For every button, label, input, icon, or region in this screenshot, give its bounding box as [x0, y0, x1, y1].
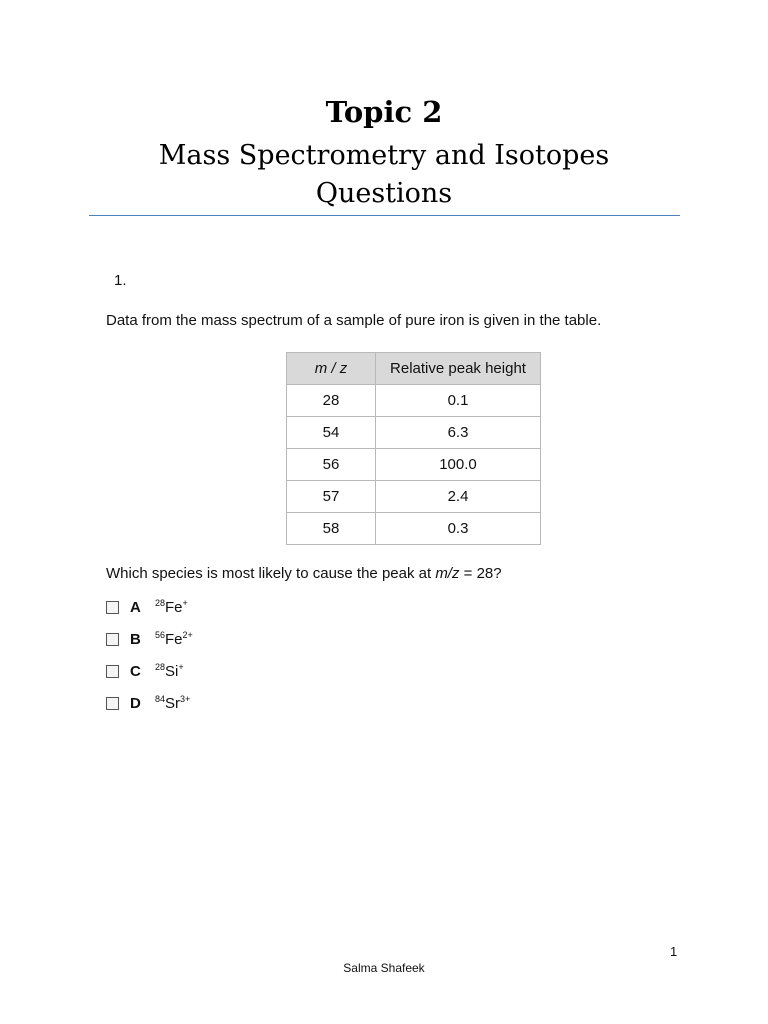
element-symbol: Sr [165, 695, 181, 712]
question-number: 1. [114, 272, 127, 289]
ion-charge: 3+ [180, 694, 191, 704]
prompt-text-after: = 28? [459, 565, 502, 582]
ion-charge: + [178, 662, 184, 672]
footer-author: Salma Shafeek [343, 961, 425, 975]
ion-charge: 2+ [182, 630, 193, 640]
option-d-checkbox[interactable] [106, 697, 119, 710]
table-cell-mz: 56 [287, 449, 376, 481]
table-cell-peak-height: 100.0 [376, 449, 541, 481]
table-header-mz: m / z [287, 353, 376, 385]
page-subtitle-line2: Questions [315, 178, 453, 209]
table-cell-peak-height: 2.4 [376, 481, 541, 513]
table-cell-peak-height: 6.3 [376, 417, 541, 449]
table-cell-mz: 57 [287, 481, 376, 513]
table-row [287, 513, 541, 545]
option-species [155, 598, 188, 616]
option-species [155, 694, 190, 712]
element-symbol: Fe [165, 599, 183, 616]
mass-number: 84 [155, 694, 166, 704]
option-d[interactable] [106, 693, 190, 713]
page-number: 1 [670, 944, 678, 959]
option-letter: D [130, 694, 141, 712]
title-divider [89, 215, 680, 216]
element-symbol: Fe [165, 631, 183, 648]
prompt-text-before: Which species is most likely to cause the peak at [106, 565, 436, 582]
option-b-checkbox[interactable] [106, 633, 119, 646]
option-a-checkbox[interactable] [106, 601, 119, 614]
table-header-peak-height: Relative peak height [376, 353, 541, 385]
option-c-checkbox[interactable] [106, 665, 119, 678]
table-row [287, 417, 541, 449]
option-a[interactable] [106, 597, 188, 617]
table-cell-mz: 28 [287, 385, 376, 417]
ion-charge: + [182, 598, 188, 608]
option-letter: A [130, 598, 141, 616]
mass-number: 28 [155, 662, 166, 672]
mass-number: 56 [155, 630, 166, 640]
table-header-row [287, 353, 541, 385]
option-letter: C [130, 662, 141, 680]
table-cell-mz: 58 [287, 513, 376, 545]
mass-spectrum-table [286, 352, 541, 545]
table-row [287, 385, 541, 417]
table-cell-peak-height: 0.1 [376, 385, 541, 417]
table-cell-peak-height: 0.3 [376, 513, 541, 545]
element-symbol: Si [165, 663, 179, 680]
question-intro: Data from the mass spectrum of a sample of pure iron is given in the table. [106, 312, 602, 329]
option-species [155, 662, 184, 680]
mass-number: 28 [155, 598, 166, 608]
page-subtitle-line1: Mass Spectrometry and Isotopes [158, 140, 610, 171]
option-species [155, 630, 193, 648]
prompt-mz-italic: m/z [435, 565, 460, 582]
option-letter: B [130, 630, 141, 648]
question-prompt [106, 565, 502, 582]
table-row [287, 449, 541, 481]
option-b[interactable] [106, 629, 193, 649]
table-row [287, 481, 541, 513]
option-c[interactable] [106, 661, 184, 681]
page-title: Topic 2 [325, 95, 443, 129]
table-cell-mz: 54 [287, 417, 376, 449]
